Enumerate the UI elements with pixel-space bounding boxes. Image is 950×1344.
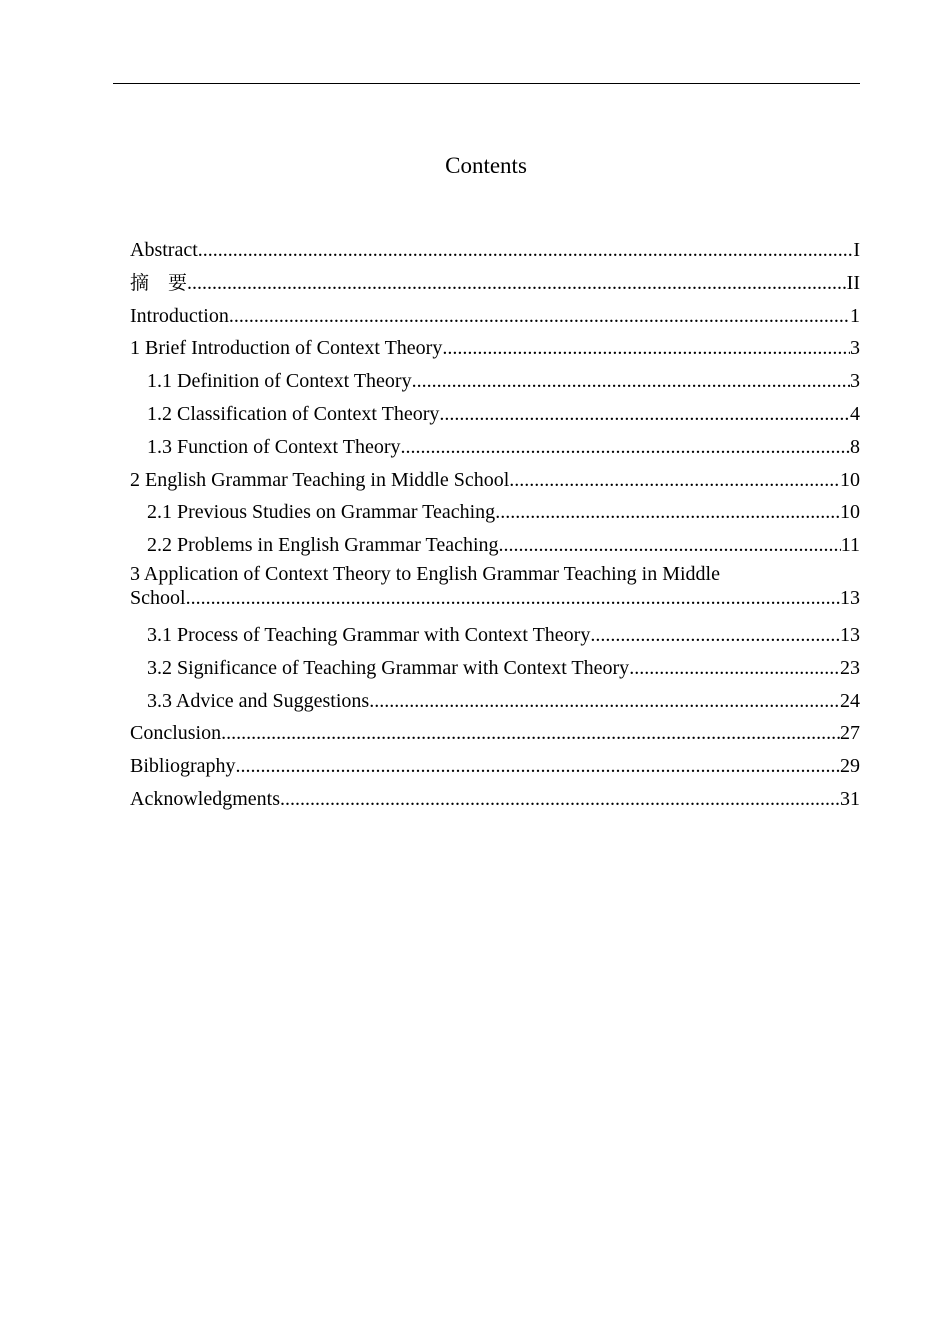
toc-entry-chapter-3[interactable]: [130, 562, 860, 619]
toc-entry-page: 27: [840, 722, 860, 745]
toc-entry-label-line-2: School: [130, 587, 186, 610]
toc-entry-label: 1 Brief Introduction of Context Theory: [130, 337, 443, 360]
toc-entry-label-line-2-row: [130, 586, 860, 611]
toc-entry-label: 1.2 Classification of Context Theory: [147, 402, 440, 425]
toc-entry-label: Conclusion: [130, 722, 222, 745]
toc-entry-chapter-2[interactable]: [130, 464, 860, 497]
toc-entry-page: 13: [840, 623, 860, 646]
page-title: Contents: [445, 153, 527, 178]
toc-entry-page: 13: [840, 587, 860, 610]
toc-entry-label: Bibliography: [130, 755, 236, 778]
toc-entry-chinese-abstract[interactable]: [130, 267, 860, 300]
toc-entry-page: 11: [840, 534, 860, 557]
toc-entry-section-1-1[interactable]: [130, 365, 860, 398]
toc-entry-conclusion[interactable]: [130, 717, 860, 750]
toc-entry-section-3-2[interactable]: [130, 652, 860, 685]
toc-entry-label: 1.3 Function of Context Theory: [147, 435, 401, 458]
toc-entry-label: Abstract: [130, 239, 198, 261]
toc-entry-label: 3.3 Advice and Suggestions: [147, 689, 370, 712]
dot-leader: [229, 300, 850, 333]
toc-entry-page: 3: [850, 370, 860, 393]
dot-leader: [401, 431, 851, 464]
dot-leader: [442, 332, 850, 365]
toc-entry-page: 4: [850, 402, 860, 425]
toc-entry-page: 31: [840, 787, 860, 810]
toc-entry-label: 1.1 Definition of Context Theory: [147, 370, 412, 393]
dot-leader: [509, 464, 840, 497]
toc-entry-label: Acknowledgments: [130, 787, 280, 810]
toc-entry-page: 10: [840, 501, 860, 524]
dot-leader: [280, 783, 840, 816]
dot-leader: [629, 652, 840, 685]
toc-entry-page: 1: [850, 304, 860, 327]
toc-entry-page: 3: [850, 337, 860, 360]
toc-entry-chapter-1[interactable]: [130, 332, 860, 365]
toc-entry-page: 24: [840, 689, 860, 712]
toc-entry-abstract[interactable]: [130, 234, 860, 267]
dot-leader: [495, 496, 840, 529]
dot-leader: [186, 586, 840, 611]
toc-entry-page: 8: [850, 435, 860, 458]
toc-entry-introduction[interactable]: [130, 300, 860, 333]
dot-leader: [590, 619, 840, 652]
toc-entry-page: 23: [840, 656, 860, 679]
dot-leader: [187, 267, 847, 300]
dot-leader: [369, 685, 840, 718]
dot-leader: [499, 529, 841, 562]
toc-entry-section-3-1[interactable]: [130, 619, 860, 652]
header-rule: [113, 83, 860, 84]
toc-entry-page: 29: [840, 755, 860, 778]
dot-leader: [236, 750, 840, 783]
toc-entry-label: 摘 要: [130, 271, 188, 294]
toc-entry-page: 10: [840, 468, 860, 491]
toc-entry-label: 2.1 Previous Studies on Grammar Teaching: [147, 501, 496, 524]
toc-entry-acknowledgments[interactable]: [130, 783, 860, 816]
dot-leader: [412, 365, 850, 398]
toc-entry-section-2-2[interactable]: [130, 529, 860, 562]
toc-entry-label: 2.2 Problems in English Grammar Teaching: [147, 534, 499, 557]
toc-entry-bibliography[interactable]: [130, 750, 860, 783]
toc-entry-section-1-3[interactable]: [130, 431, 860, 464]
dot-leader: [198, 234, 854, 267]
toc-entry-label: 2 English Grammar Teaching in Middle School: [130, 468, 510, 491]
toc-entry-label-line-1: 3 Application of Context Theory to English Grammar Teaching in Middle: [130, 562, 720, 585]
toc-entry-section-3-3[interactable]: [130, 685, 860, 718]
toc-entry-label: Introduction: [130, 304, 229, 327]
toc-entry-label: 3.2 Significance of Teaching Grammar with Context Theory: [147, 656, 630, 679]
dot-leader: [221, 717, 840, 750]
table-of-contents: [130, 234, 860, 816]
dot-leader: [439, 398, 850, 431]
toc-entry-page: II: [846, 271, 860, 294]
toc-entry-page: I: [853, 239, 860, 261]
toc-entry-label: 3.1 Process of Teaching Grammar with Context Theory: [147, 623, 591, 646]
toc-entry-section-2-1[interactable]: [130, 496, 860, 529]
toc-entry-section-1-2[interactable]: [130, 398, 860, 431]
